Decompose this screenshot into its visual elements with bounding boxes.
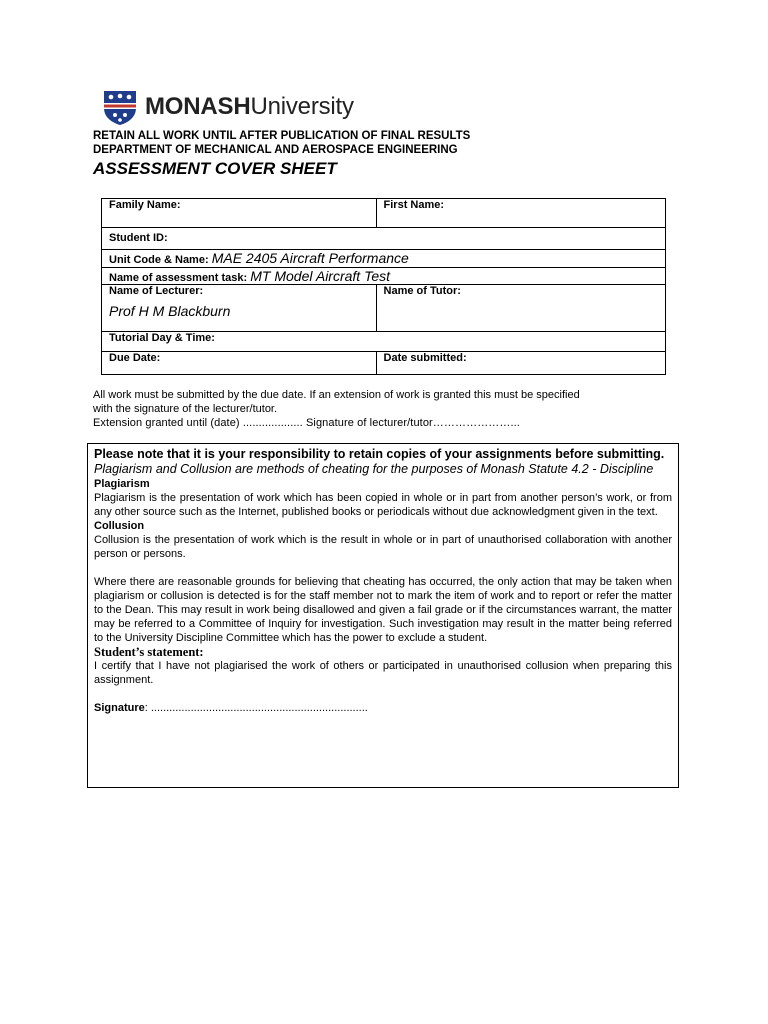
extension-line: Extension granted until (date) ................... Signature of lecturer/tutor…………………... <box>93 417 520 429</box>
logo-wordmark: MONASHUniversity <box>145 93 354 120</box>
note-line-1: All work must be submitted by the due date. If an extension of work is granted this must be specified <box>93 389 580 401</box>
student-id-label: Student ID: <box>109 232 168 244</box>
task-value: MT Model Aircraft Test <box>250 268 391 284</box>
unit-value: MAE 2405 Aircraft Performance <box>211 250 409 266</box>
tutorial-cell[interactable] <box>102 332 666 352</box>
plagiarism-heading: Plagiarism <box>94 478 150 490</box>
lecturer-row <box>102 285 666 332</box>
monash-logo <box>101 88 354 126</box>
name-row <box>102 199 666 228</box>
lecturer-value: Prof H M Blackburn <box>109 303 231 319</box>
student-id-row <box>102 228 666 250</box>
due-date-cell[interactable] <box>102 352 377 375</box>
responsibility-notice: Please note that it is your responsibility to retain copies of your assignments before submitting. <box>94 447 665 461</box>
collusion-text: Collusion is the presentation of work which is the result in whole or in part of unauthorised collaboration with another person or persons. <box>94 534 672 560</box>
department-name: DEPARTMENT OF MECHANICAL AND AEROSPACE ENGINEERING <box>93 144 458 156</box>
cheating-intro: Plagiarism and Collusion are methods of cheating for the purposes of Monash Statute 4.2 - Discipline <box>94 462 654 476</box>
tutorial-row <box>102 332 666 352</box>
submission-note <box>93 388 678 430</box>
tutor-label: Name of Tutor: <box>383 285 461 297</box>
monash-crest-icon <box>101 88 139 126</box>
first-name-cell[interactable] <box>376 199 665 228</box>
signature-dots: : ....................................................................... <box>144 702 368 714</box>
family-name-cell[interactable] <box>102 199 377 228</box>
grounds-text: Where there are reasonable grounds for believing that cheating has occurred, the only action that may be taken when plagiarism or collusion is detected is for the staff member not to mark the item of work and to report or refer the matter to the Dean. This may result in work being disallowed and given a fail grade or if the circumstances warrant, the matter may be referred to a Committee of Inquiry for investigation. Such investigation may result in the matter being referred to the University Discipline Committee which has the power to exclude a student. <box>94 576 672 644</box>
student-id-cell[interactable] <box>102 228 666 250</box>
plagiarism-notice-box <box>87 443 679 788</box>
unit-row <box>102 250 666 268</box>
statement-heading: Student’s statement: <box>94 645 204 659</box>
family-name-label: Family Name: <box>109 199 181 211</box>
dates-row <box>102 352 666 375</box>
statement-text: I certify that I have not plagiarised the work of others or participated in unauthorised collusion when preparing this assignment. <box>94 660 672 686</box>
tutorial-label: Tutorial Day & Time: <box>109 332 215 344</box>
student-info-table <box>101 198 666 375</box>
collusion-heading: Collusion <box>94 520 145 532</box>
date-submitted-label: Date submitted: <box>383 352 467 364</box>
signature-label: Signature <box>94 702 145 714</box>
retain-notice: RETAIN ALL WORK UNTIL AFTER PUBLICATION OF FINAL RESULTS <box>93 130 471 142</box>
task-cell <box>102 268 666 285</box>
task-label: Name of assessment task: <box>109 272 248 284</box>
page-title: ASSESSMENT COVER SHEET <box>93 159 337 178</box>
due-date-label: Due Date: <box>109 352 161 364</box>
date-submitted-cell[interactable] <box>376 352 665 375</box>
unit-label: Unit Code & Name: <box>109 254 209 266</box>
tutor-cell[interactable] <box>376 285 665 332</box>
first-name-label: First Name: <box>383 199 445 211</box>
task-row <box>102 268 666 285</box>
unit-cell <box>102 250 666 268</box>
plagiarism-text: Plagiarism is the presentation of work which has been copied in whole or in part from another person’s work, or from any other source such as the Internet, published books or periodicals without due acknowledgment given in the text. <box>94 492 672 518</box>
lecturer-label: Name of Lecturer: <box>109 285 204 297</box>
lecturer-cell <box>102 285 377 332</box>
signature-line[interactable] <box>94 701 672 715</box>
note-line-2: with the signature of the lecturer/tutor. <box>93 403 278 415</box>
